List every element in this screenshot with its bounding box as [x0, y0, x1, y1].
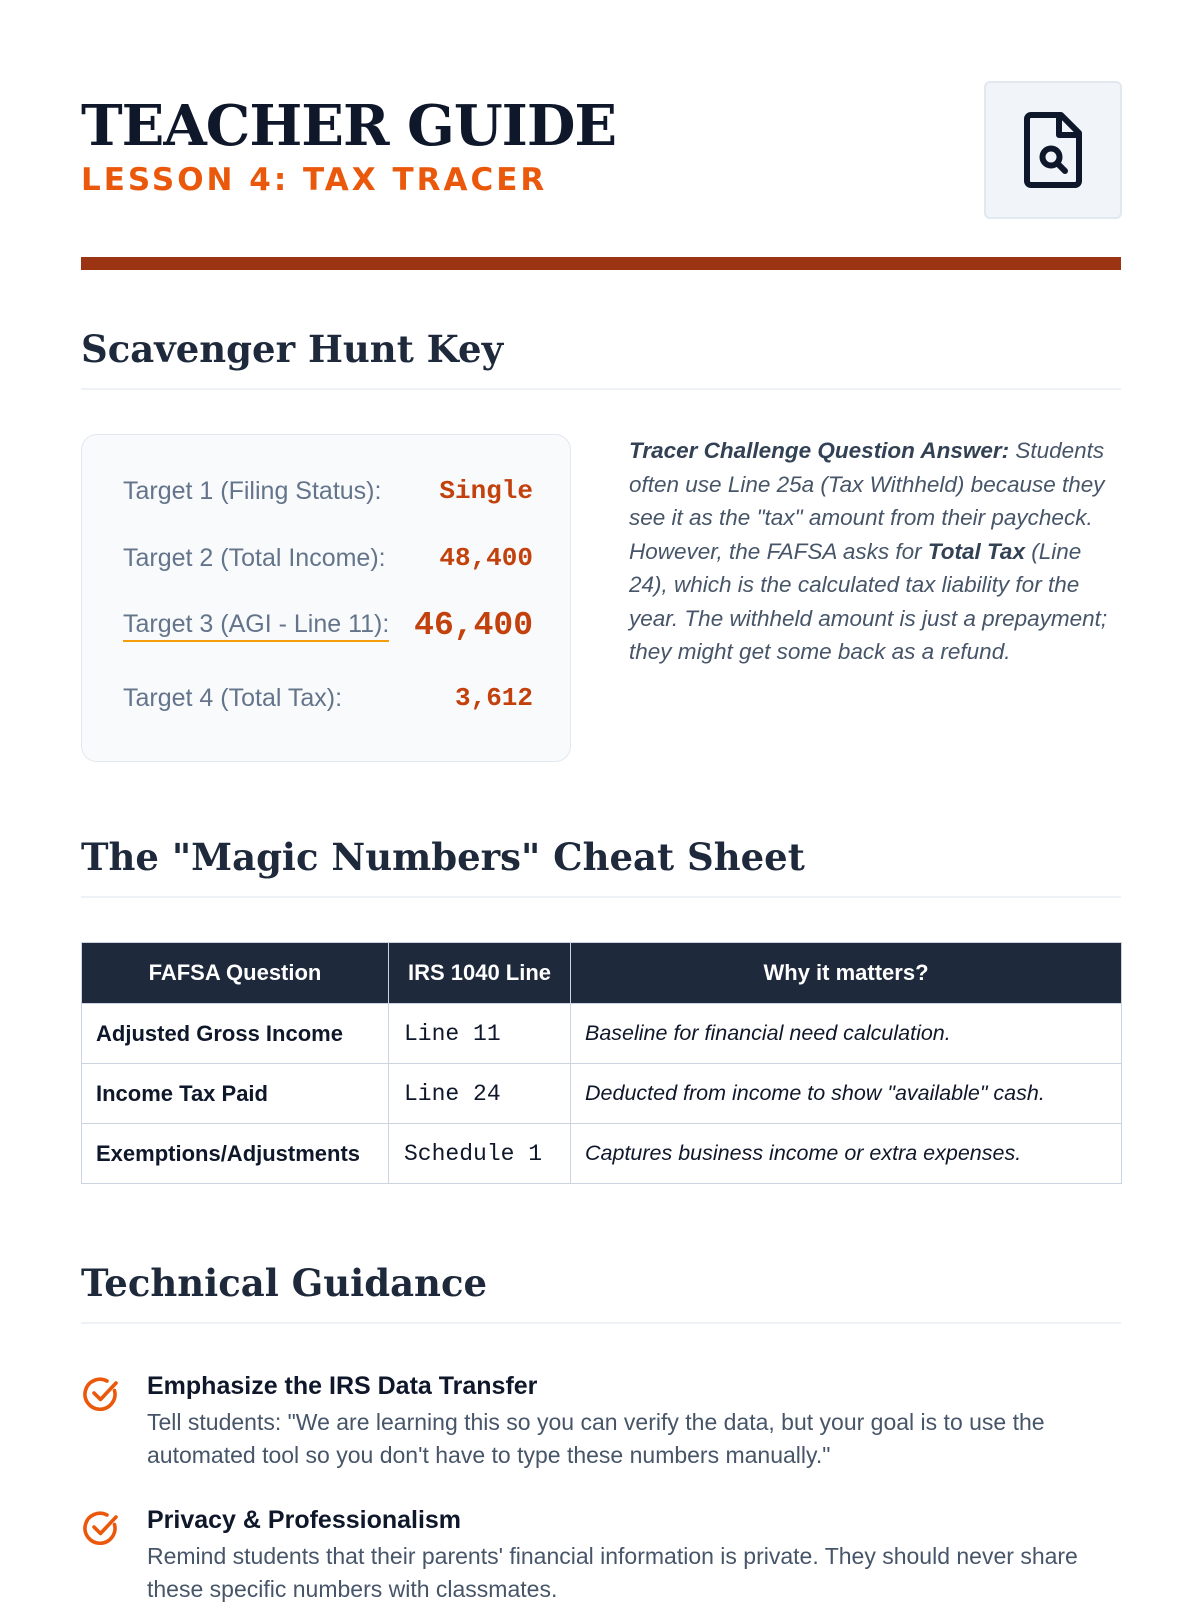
section-title-cheat-sheet: The "Magic Numbers" Cheat Sheet [81, 834, 1121, 898]
key-label: Target 3 (AGI - Line 11): [123, 610, 389, 642]
challenge-lead: Tracer Challenge Question Answer: [629, 438, 1010, 463]
why-cell: Deducted from income to show "available" cash. [571, 1064, 1122, 1124]
challenge-answer-note [629, 434, 1125, 669]
challenge-text: Students often use Line 25a (Tax Withheld) because they see it as the "tax" amount from their paycheck. However, the FAFSA asks for [629, 438, 1105, 564]
guidance-text: Remind students that their parents' financial information is private. They should never share these specific numbers with classmates. [147, 1543, 1078, 1602]
cheat-sheet-table [81, 942, 1122, 1184]
key-value: 3,612 [454, 683, 533, 713]
key-row-target-2 [123, 539, 533, 579]
table-row [82, 1064, 1122, 1124]
column-header: Why it matters? [571, 943, 1122, 1004]
page-header [81, 92, 1121, 222]
key-value: 46,400 [414, 607, 533, 644]
key-label: Target 1 (Filing Status): [123, 477, 382, 505]
table-row [82, 1004, 1122, 1064]
irs-line-cell: Line 11 [389, 1004, 571, 1064]
section-title-scavenger: Scavenger Hunt Key [81, 326, 1121, 390]
fafsa-question-cell: Income Tax Paid [82, 1064, 389, 1124]
lesson-subtitle: LESSON 4: TAX TRACER [81, 162, 548, 198]
key-label: Target 4 (Total Tax): [123, 684, 343, 712]
why-cell: Captures business income or extra expenses. [571, 1124, 1122, 1184]
column-header: FAFSA Question [82, 943, 389, 1004]
file-search-icon-graphic [1021, 111, 1085, 189]
key-label: Target 2 (Total Income): [123, 544, 386, 572]
why-cell: Baseline for financial need calculation. [571, 1004, 1122, 1064]
key-row-target-3 [123, 606, 533, 646]
file-search-icon [984, 81, 1122, 219]
guidance-title: Privacy & Professionalism [147, 1506, 462, 1534]
challenge-text: (Line 24), which is the calculated tax liability for the year. The withheld amount is just a prepayment; they might get some back as a refund. [629, 538, 1108, 664]
scavenger-key-card [81, 434, 571, 762]
check-circle-icon [81, 1508, 121, 1548]
table-row [82, 1124, 1122, 1184]
check-circle-icon [81, 1374, 121, 1414]
irs-line-cell: Schedule 1 [389, 1124, 571, 1184]
guidance-title: Emphasize the IRS Data Transfer [147, 1372, 538, 1400]
challenge-emphasis: Total Tax [927, 538, 1025, 564]
column-header: IRS 1040 Line [389, 943, 571, 1004]
page-title: TEACHER GUIDE [81, 93, 617, 159]
key-value: 48,400 [439, 543, 533, 573]
guidance-text: Tell students: "We are learning this so you can verify the data, but your goal is to use the automated tool so you don't have to type these numbers manually." [147, 1409, 1045, 1468]
irs-line-cell: Line 24 [389, 1064, 571, 1124]
key-row-target-1 [123, 472, 533, 512]
section-title-guidance: Technical Guidance [81, 1260, 1121, 1324]
fafsa-question-cell: Adjusted Gross Income [82, 1004, 389, 1064]
header-divider [81, 257, 1121, 270]
key-row-target-4 [123, 679, 533, 719]
key-value: Single [439, 476, 533, 506]
fafsa-question-cell: Exemptions/Adjustments [82, 1124, 389, 1184]
table-header-row [82, 943, 1122, 1004]
